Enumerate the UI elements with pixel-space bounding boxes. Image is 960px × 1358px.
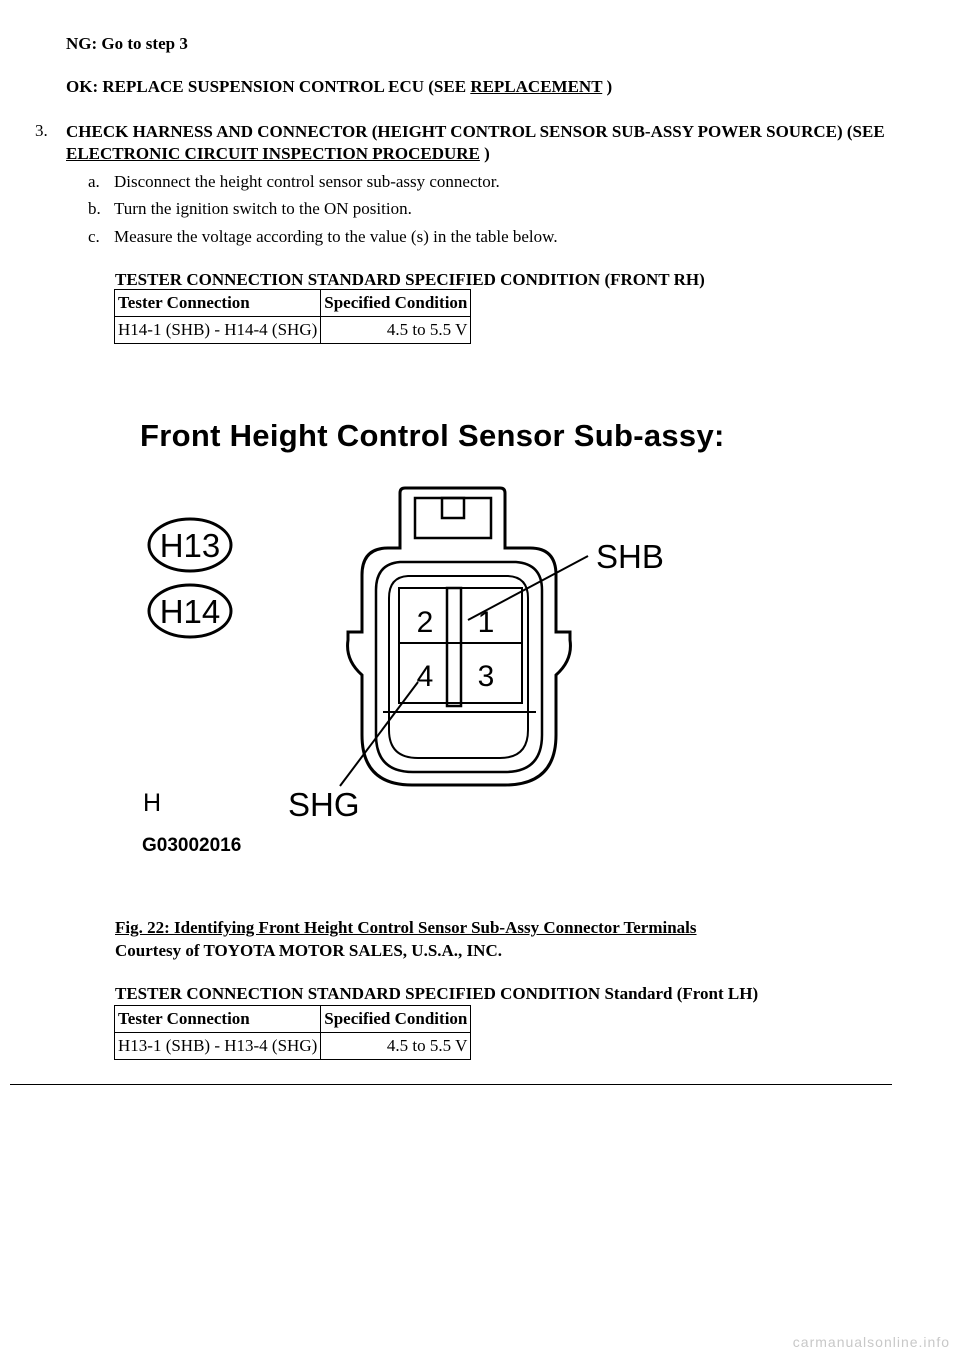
h14-label: H14 [159, 593, 221, 630]
cell-tester-connection: H14-1 (SHB) - H14-4 (SHG) [115, 317, 321, 344]
cell-tester-connection: H13-1 (SHB) - H13-4 (SHG) [115, 1033, 321, 1060]
table-lh [114, 1005, 471, 1060]
ok-suffix: ) [602, 77, 613, 96]
diagram-title: Front Height Control Sensor Sub-assy: [140, 418, 725, 453]
shg-label: SHG [288, 786, 360, 823]
header-tester-connection: Tester Connection [115, 290, 321, 317]
replacement-link[interactable]: REPLACEMENT [470, 77, 603, 96]
figure-courtesy: Courtesy of TOYOTA MOTOR SALES, U.S.A., INC. [115, 941, 502, 960]
ok-prefix: OK: REPLACE SUSPENSION CONTROL ECU (SEE [66, 77, 471, 96]
connector-inner-wall-2 [389, 576, 528, 758]
connector-latch-tab [442, 498, 464, 518]
substep-letter: a. [88, 172, 100, 191]
watermark: carmanualsonline.info [792, 1334, 950, 1350]
table-header-row [115, 1006, 471, 1033]
table-row [115, 1033, 471, 1060]
connector-key [447, 588, 461, 706]
header-tester-connection: Tester Connection [115, 1006, 321, 1033]
step-heading-suffix: ) [479, 144, 490, 163]
shb-label: SHB [596, 538, 664, 575]
circuit-inspection-link[interactable]: ELECTRONIC CIRCUIT INSPECTION PROCEDURE [66, 144, 480, 163]
table-lh-title: TESTER CONNECTION STANDARD SPECIFIED CONDITION Standard (Front LH) [115, 984, 759, 1003]
pin-4-label: 4 [416, 660, 434, 693]
connector-outer-shell [348, 488, 571, 785]
substep-text: Disconnect the height control sensor sub-assy connector. [114, 172, 500, 191]
h13-label: H13 [159, 527, 221, 564]
page-divider [10, 1084, 892, 1085]
diagram-code: G03002016 [142, 835, 242, 856]
pin-3-label: 3 [477, 660, 495, 693]
header-specified-condition: Specified Condition [321, 1006, 471, 1033]
cell-specified-condition: 4.5 to 5.5 V [321, 1033, 471, 1060]
substep-text: Measure the voltage according to the value (s) in the table below. [114, 227, 558, 246]
cell-specified-condition: 4.5 to 5.5 V [321, 317, 471, 344]
pin-1-label: 1 [477, 606, 495, 639]
substep-letter: c. [88, 227, 100, 246]
ng-text: NG: Go to step 3 [66, 34, 188, 53]
table-rh-title: TESTER CONNECTION STANDARD SPECIFIED CONDITION (FRONT RH) [115, 270, 705, 289]
shg-leader-line [340, 682, 418, 786]
step-heading-text: CHECK HARNESS AND CONNECTOR (HEIGHT CONTROL SENSOR SUB-ASSY POWER SOURCE) (SEE [66, 122, 885, 141]
figure-caption: Fig. 22: Identifying Front Height Control Sensor Sub-Assy Connector Terminals [115, 918, 697, 937]
h-label: H [143, 789, 162, 817]
pin-2-label: 2 [416, 606, 434, 639]
substep-letter: b. [88, 199, 101, 218]
substep-text: Turn the ignition switch to the ON position. [114, 199, 412, 218]
header-specified-condition: Specified Condition [321, 290, 471, 317]
step-number: 3. [35, 121, 48, 140]
